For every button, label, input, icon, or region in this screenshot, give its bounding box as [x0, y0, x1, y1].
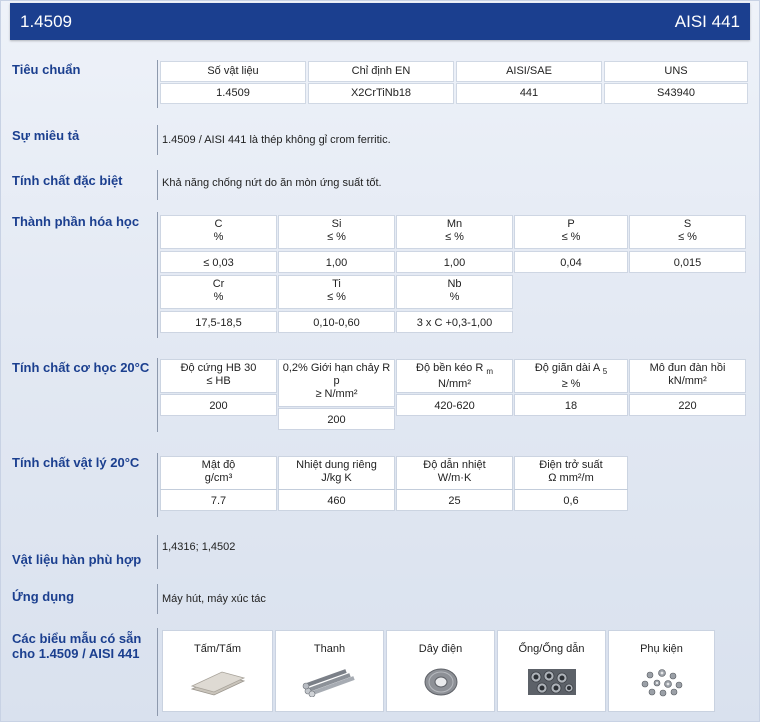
phys-resistivity-header: Điện trở suất Ω mm²/m: [515, 457, 627, 489]
chem-value-ti: 0,10-0,60: [279, 312, 394, 332]
std-value-en: X2CrTiNb18: [309, 84, 453, 103]
std-header-uns: UNS: [605, 62, 747, 81]
divider: [157, 125, 158, 155]
chem-element-p: P ≤ %: [515, 216, 627, 248]
chem-value-mn: 1,00: [397, 252, 512, 272]
sheet-icon: [188, 667, 248, 697]
std-header-material: Số vật liệu: [161, 62, 305, 81]
mech-yield-header: 0,2% Giới hạn chảy R p ≥ N/mm²: [279, 360, 394, 406]
wire-coil-icon: [411, 667, 471, 697]
divider: [157, 584, 158, 614]
divider: [157, 170, 158, 200]
phys-conductivity-value: 25: [397, 490, 512, 510]
chem-element-ti: Ti ≤ %: [279, 276, 394, 308]
form-sheet[interactable]: Tấm/Tấm: [163, 631, 272, 711]
mech-elongation-value: 18: [515, 395, 627, 415]
mech-modulus-value: 220: [630, 395, 745, 415]
phys-density-header: Mật độ g/cm³: [161, 457, 276, 489]
phys-resistivity-value: 0,6: [515, 490, 627, 510]
phys-conductivity-header: Độ dẫn nhiệt W/m·K: [397, 457, 512, 489]
chem-element-nb: Nb %: [397, 276, 512, 308]
bar-icon: [300, 667, 360, 697]
applications-label: Ứng dụng: [12, 589, 75, 604]
description-label: Sự miêu tả: [12, 128, 80, 143]
chem-element-si: Si ≤ %: [279, 216, 394, 248]
welding-text: 1,4316; 1,4502: [162, 541, 236, 553]
chemical-label: Thành phần hóa học: [12, 214, 140, 229]
mech-tensile-value: 420-620: [397, 395, 512, 415]
title-bar: [10, 3, 750, 40]
special-label: Tính chất đặc biệt: [12, 173, 123, 188]
divider: [157, 535, 158, 569]
chem-value-s: 0,015: [630, 252, 745, 272]
chem-value-cr: 17,5-18,5: [161, 312, 276, 332]
mech-yield-value: 200: [279, 409, 394, 429]
special-text: Khả năng chống nứt do ăn mòn ứng suất tốt.: [162, 177, 382, 189]
divider: [157, 358, 158, 432]
mechanical-label: Tính chất cơ học 20°C: [12, 360, 150, 375]
mech-tensile-header: Độ bền kéo R $_m$ N/mm²: [397, 360, 512, 392]
mech-hardness-header: Độ cứng HB 30 ≤ HB: [161, 360, 276, 392]
chem-value-nb: 3 x C +0,3-1,00: [397, 312, 512, 332]
divider: [157, 212, 158, 338]
mech-modulus-header: Mô đun đàn hồi kN/mm²: [630, 360, 745, 392]
forms-label: Các biểu mẫu có sẵn cho 1.4509 / AISI 441: [12, 631, 142, 661]
phys-heat-capacity-value: 460: [279, 490, 394, 510]
form-fittings[interactable]: Phụ kiện: [609, 631, 714, 711]
chem-element-s: S ≤ %: [630, 216, 745, 248]
mech-elongation-header: Độ giãn dài A $_5$ ≥ %: [515, 360, 627, 392]
divider: [157, 453, 158, 517]
fittings-icon: [632, 667, 692, 697]
std-value-uns: S43940: [605, 84, 747, 103]
std-header-aisi: AISI/SAE: [457, 62, 601, 81]
divider: [157, 628, 158, 716]
phys-density-value: 7.7: [161, 490, 276, 510]
material-code: 1.4509: [20, 12, 72, 31]
std-value-material: 1.4509: [161, 84, 305, 103]
chem-element-c: C %: [161, 216, 276, 248]
mech-hardness-value: 200: [161, 395, 276, 415]
tube-icon: [522, 667, 582, 697]
chem-value-c: ≤ 0,03: [161, 252, 276, 272]
aisi-code: AISI 441: [674, 12, 740, 31]
chem-value-p: 0,04: [515, 252, 627, 272]
standards-label: Tiêu chuẩn: [12, 62, 81, 77]
chem-element-mn: Mn ≤ %: [397, 216, 512, 248]
description-text: 1.4509 / AISI 441 là thép không gỉ crom ferritic.: [162, 134, 391, 146]
chem-value-si: 1,00: [279, 252, 394, 272]
divider: [157, 60, 158, 108]
physical-label: Tính chất vật lý 20°C: [12, 455, 140, 470]
std-value-aisi: 441: [457, 84, 601, 103]
welding-label: Vật liệu hàn phù hợp: [12, 552, 142, 567]
form-tube[interactable]: Ống/Ống dẫn: [498, 631, 605, 711]
phys-heat-capacity-header: Nhiệt dung riêng J/kg K: [279, 457, 394, 489]
chem-element-cr: Cr %: [161, 276, 276, 308]
applications-text: Máy hút, máy xúc tác: [162, 593, 266, 605]
form-wire[interactable]: Dây điện: [387, 631, 494, 711]
std-header-en: Chỉ định EN: [309, 62, 453, 81]
form-bar[interactable]: Thanh: [276, 631, 383, 711]
